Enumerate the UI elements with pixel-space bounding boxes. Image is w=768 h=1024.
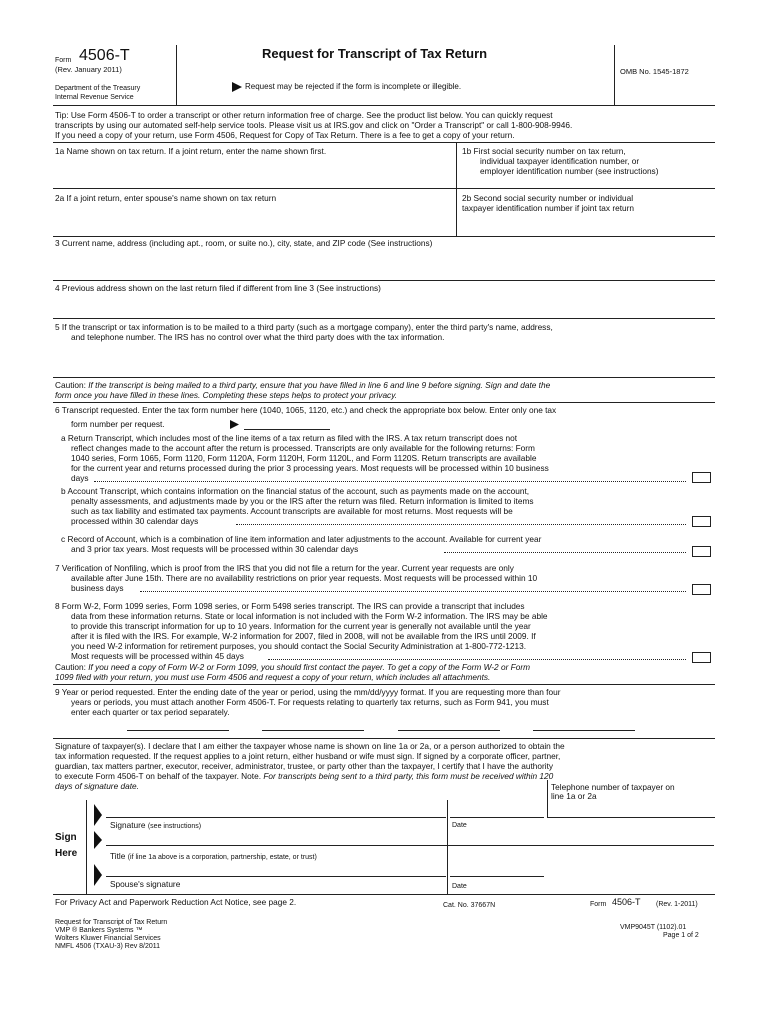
- privacy-notice: For Privacy Act and Paperwork Reduction Act Notice, see page 2.: [55, 897, 297, 907]
- telephone-label-1: Telephone number of taxpayer on: [551, 782, 675, 792]
- line-6c-label-2: and 3 prior tax years. Most requests will be processed within 30 calendar days: [71, 544, 359, 554]
- year-period-field-3[interactable]: [398, 730, 500, 731]
- line-6b-label-2: penalty assessments, and adjustments made by you or the IRS after the return was filed. Return information is limited to items: [71, 496, 534, 506]
- line-9-label-3: enter each quarter or tax period separately.: [71, 707, 230, 717]
- line-2b-label-2: taxpayer identification number if joint tax return: [462, 203, 635, 213]
- name-on-return-field[interactable]: [55, 157, 453, 185]
- signature-field[interactable]: [106, 817, 446, 818]
- omb-number: OMB No. 1545-1872: [620, 67, 689, 76]
- line-6-label-1: 6 Transcript requested. Enter the tax form number here (1040, 1065, 1120, etc.) and check the appropriate box below. Enter only one tax: [55, 405, 557, 415]
- here-label: Here: [55, 848, 78, 859]
- right-triangle-arrow-icon: [94, 804, 102, 826]
- spouse-date-field[interactable]: [450, 876, 544, 877]
- footer-form-number: 4506-T: [612, 897, 641, 907]
- right-triangle-arrow-icon: [94, 831, 102, 849]
- tax-form-number-field[interactable]: [244, 429, 330, 430]
- spouse-signature-label: Spouse's signature: [110, 879, 181, 889]
- department-line-2: Internal Revenue Service: [55, 94, 134, 101]
- catalog-number: Cat. No. 37667N: [443, 902, 496, 909]
- first-ssn-field[interactable]: [460, 177, 712, 187]
- line-7-label-1: 7 Verification of Nonfiling, which is proof from the IRS that you did not file a return for the year. Current year requests are only: [55, 563, 514, 573]
- line-2a-label: 2a If a joint return, enter spouse's name shown on tax return: [55, 193, 277, 203]
- line-7-label-3: business days: [71, 583, 124, 593]
- year-period-field-4[interactable]: [533, 730, 635, 731]
- line-8-label-6: Most requests will be processed within 45 days: [71, 651, 244, 661]
- department-line-1: Department of the Treasury: [55, 85, 141, 92]
- record-of-account-checkbox[interactable]: [692, 546, 711, 557]
- line-6a-label-5: days: [71, 473, 89, 483]
- caution-1-line-1: Caution: If the transcript is being mailed to a third party, ensure that you have filled in line 6 and line 9 before signing. Sign and date the: [55, 380, 551, 390]
- spouse-signature-field[interactable]: [106, 876, 446, 877]
- telephone-label-2: line 1a or 2a: [551, 791, 597, 801]
- line-6-label-2: form number per request.: [71, 419, 165, 429]
- line-5-label-1: 5 If the transcript or tax information is to be mailed to a third party (such as a mortgage company), enter the third party's name, address,: [55, 322, 553, 332]
- tip-line-2: transcripts by using our automated self-help service tools. Please visit us at IRS.gov and click on "Order a Transcript" or call 1-800-908-9946.: [55, 120, 573, 130]
- line-2b-label-1: 2b Second social security number or individual: [462, 193, 634, 203]
- right-triangle-arrow-icon: [230, 420, 239, 429]
- right-triangle-arrow-icon: [232, 82, 242, 92]
- line-1b-label-3: employer identification number (see instructions): [480, 166, 659, 176]
- date-label-2: Date: [452, 883, 467, 890]
- caution-1-line-2: form once you have filled in these lines. Completing these steps helps to protect your privacy.: [55, 390, 398, 400]
- line-7-label-2: available after June 15th. There are no availability restrictions on prior year requests. Most requests will be processed within 10: [71, 573, 538, 583]
- title-field[interactable]: [106, 845, 714, 846]
- tip-line-3: If you need a copy of your return, use Form 4506, Request for Copy of Tax Return. There is a fee to get a copy of your return.: [55, 130, 515, 140]
- footer-form-rev: (Rev. 1-2011): [656, 901, 698, 908]
- line-6b-label-4: processed within 30 calendar days: [71, 516, 199, 526]
- second-ssn-field[interactable]: [460, 215, 712, 235]
- year-period-field-1[interactable]: [127, 730, 229, 731]
- caution-2-line-2: 1099 filed with your return, you must use Form 4506 and request a copy of your return, which includes all attachments.: [55, 672, 491, 682]
- line-6b-label-3: such as tax liability and estimated tax payments. Account transcripts are available for most returns. Most requests will be: [71, 506, 513, 516]
- title-label: Title (if line 1a above is a corporation, partnership, estate, or trust): [110, 851, 317, 861]
- line-6a-label-2: reflect changes made to the account after the return is processed. Transcripts are only available for the following returns: Form: [71, 443, 535, 453]
- line-8-label-3: to provide this transcript information for up to 10 years. Information for the current year is generally not available until the year: [71, 621, 531, 631]
- page-number: Page 1 of 2: [663, 932, 699, 939]
- tip-line-1: Tip: Use Form 4506-T to order a transcript or other return information free of charge. See the product list below. You can quickly request: [55, 110, 553, 120]
- signature-declaration-2: tax information requested. If the request applies to a joint return, either husband or wife must sign. If signed by a corporate officer, partner,: [55, 751, 561, 761]
- line-1b-label-2: individual taxpayer identification number, or: [480, 156, 640, 166]
- signature-declaration-5: days of signature date.: [55, 781, 139, 791]
- line-8-label-4: after it is filed with the IRS. For example, W-2 information for 2007, filed in 2008, will not be available from the IRS until 2009. If: [71, 631, 536, 641]
- line-6a-label-4: for the current year and returns processed during the prior 3 processing years. Most requests will be processed within 10 business: [71, 463, 549, 473]
- signature-declaration-4: to execute Form 4506-T on behalf of the taxpayer. Note. For transcripts being sent to a third party, this form must be received within 120: [55, 771, 554, 781]
- line-6c-label-1: c Record of Account, which is a combination of line item information and later adjustments to the account. Available for current year: [61, 534, 542, 544]
- page-title: Request for Transcript of Tax Return: [262, 46, 488, 61]
- verification-of-nonfiling-checkbox[interactable]: [692, 584, 711, 595]
- footer-right-1: VMP9045T (1102).01: [620, 924, 687, 931]
- signature-declaration-1: Signature of taxpayer(s). I declare that I am either the taxpayer whose name is shown on line 1a or 2a, or a person authorized to obtain the: [55, 741, 565, 751]
- line-9-label-1: 9 Year or period requested. Enter the ending date of the year or period, using the mm/dd/yyyy format. If you are requesting more than four: [55, 687, 561, 697]
- w2-1099-transcript-checkbox[interactable]: [692, 652, 711, 663]
- current-address-field[interactable]: [55, 250, 712, 278]
- line-1a-label: 1a Name shown on tax return. If a joint return, enter the name shown first.: [55, 146, 327, 156]
- form-number: 4506-T: [79, 47, 130, 64]
- date-label-1: Date: [452, 822, 467, 829]
- right-triangle-arrow-icon: [94, 864, 102, 886]
- line-5-label-2: and telephone number. The IRS has no control over what the third party does with the tax information.: [71, 332, 445, 342]
- year-period-field-2[interactable]: [262, 730, 364, 731]
- line-8-label-5: you need W-2 information for retirement purposes, you should contact the Social Security Administration at 1-800-772-1213.: [71, 641, 527, 651]
- line-6a-label-3: 1040 series, Form 1065, Form 1120, Form 1120A, Form 1120H, Form 1120L, and Form 1120S. Return transcripts are available: [71, 453, 537, 463]
- line-6b-label-1: b Account Transcript, which contains information on the financial status of the account, such as payments made on the account,: [61, 486, 530, 496]
- line-9-label-2: years or periods, you must attach another Form 4506-T. For requests relating to quarterly tax returns, such as Form 941, you must: [71, 697, 549, 707]
- third-party-field[interactable]: [55, 344, 712, 374]
- line-8-label-2: data from these information returns. State or local information is not included with the Form W-2 information. The IRS may be able: [71, 611, 548, 621]
- signature-label: Signature (see instructions): [110, 820, 202, 830]
- telephone-field[interactable]: [551, 802, 711, 816]
- line-3-label: 3 Current name, address (including apt., room, or suite no.), city, state, and ZIP code (See instructions): [55, 238, 433, 248]
- line-1b-label-1: 1b First social security number on tax return,: [462, 146, 626, 156]
- line-8-label-1: 8 Form W-2, Form 1099 series, Form 1098 series, or Form 5498 series transcript. The IRS can provide a transcript that includes: [55, 601, 525, 611]
- previous-address-field[interactable]: [55, 295, 712, 317]
- caution-2-line-1: Caution: If you need a copy of Form W-2 or Form 1099, you should first contact the payer. To get a copy of the Form W-2 or Form: [55, 662, 530, 672]
- line-6a-label-1: a Return Transcript, which includes most of the line items of a tax return as filed with the IRS. A tax return transcript does not: [61, 433, 518, 443]
- return-transcript-checkbox[interactable]: [692, 472, 711, 483]
- footer-left-2: VMP ® Bankers Systems ™: [55, 927, 143, 934]
- footer-left-4: NMFL 4506 (TXAU-3) Rev 8/2011: [55, 943, 161, 950]
- spouse-name-field[interactable]: [55, 205, 453, 235]
- footer-form-word: Form: [590, 901, 607, 908]
- reject-note: Request may be rejected if the form is incomplete or illegible.: [245, 82, 462, 91]
- sign-label: Sign: [55, 832, 77, 843]
- signature-declaration-3: guardian, tax matters partner, executor, receiver, administrator, trustee, or party other than the taxpayer, I certify that I have the authority: [55, 761, 554, 771]
- signature-date-field[interactable]: [450, 817, 544, 818]
- form-word: Form: [55, 57, 72, 64]
- account-transcript-checkbox[interactable]: [692, 516, 711, 527]
- line-4-label: 4 Previous address shown on the last return filed if different from line 3 (See instructions): [55, 283, 381, 293]
- footer-left-1: Request for Transcript of Tax Return: [55, 919, 168, 926]
- form-revision: (Rev. January 2011): [55, 65, 122, 74]
- footer-left-3: Wolters Kluwer Financial Services: [55, 935, 161, 942]
